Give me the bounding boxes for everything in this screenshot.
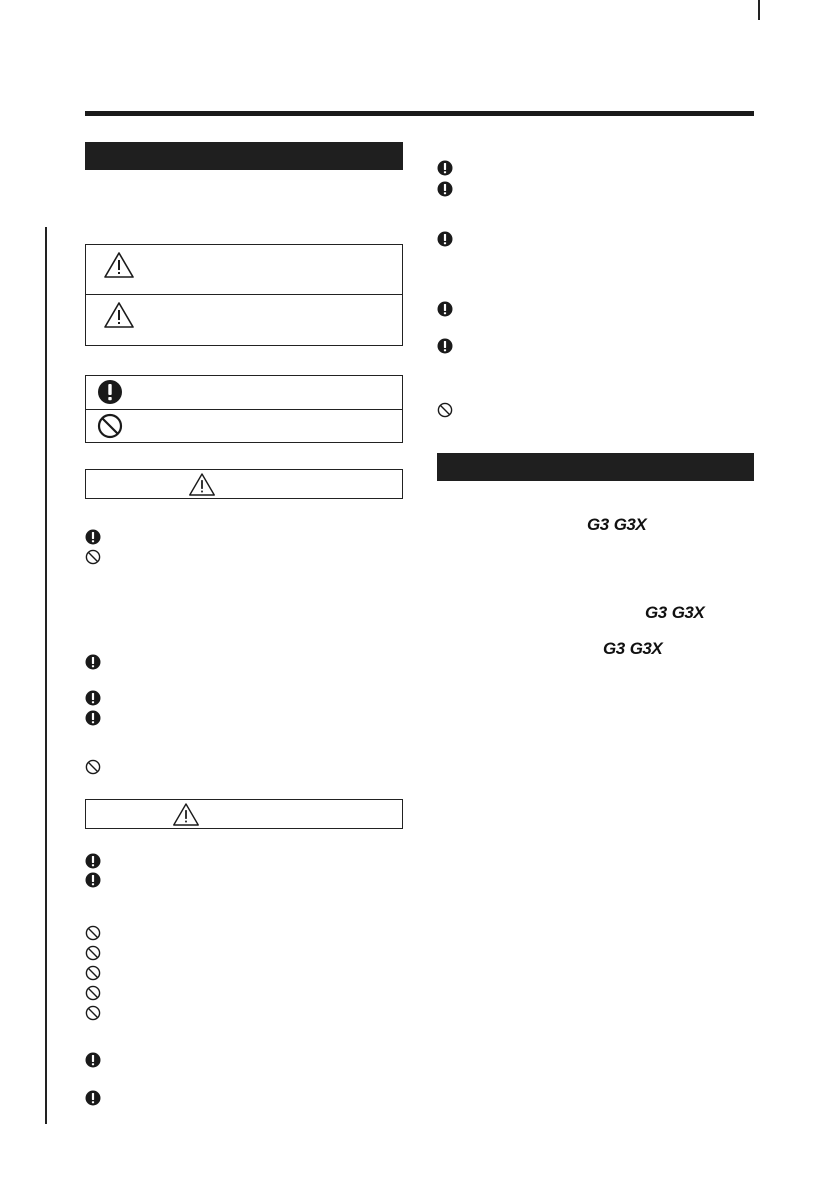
prohibited-bullet xyxy=(85,965,101,981)
prohibition-icon xyxy=(85,925,101,941)
exclamation-circle-icon xyxy=(85,872,101,888)
header-rule xyxy=(85,111,754,116)
prohibited-bullet xyxy=(85,759,101,775)
section-heading-bar-left xyxy=(85,142,403,170)
caution-header-box xyxy=(85,799,403,829)
warning-legend-box xyxy=(85,244,403,346)
crop-mark xyxy=(758,0,760,20)
prohibition-icon xyxy=(85,985,101,1001)
mandatory-legend-icon xyxy=(97,379,123,410)
g3-logo: G3 xyxy=(603,639,625,658)
exclamation-circle-icon xyxy=(437,181,453,197)
warning-triangle-icon xyxy=(103,251,135,279)
prohibited-legend-icon xyxy=(97,413,123,444)
g3x-logo: G3X xyxy=(629,639,663,658)
mandatory-bullet xyxy=(437,338,453,354)
legend-divider xyxy=(86,294,402,295)
prohibited-bullet xyxy=(85,549,101,565)
mandatory-bullet xyxy=(85,1052,101,1068)
prohibition-icon xyxy=(437,402,453,418)
prohibition-icon xyxy=(85,549,101,565)
warning-triangle-icon xyxy=(188,472,216,497)
product-logo xyxy=(603,639,662,659)
g3x-logo: G3X xyxy=(671,603,705,622)
caution-header-icon xyxy=(172,802,200,832)
mandatory-bullet xyxy=(437,301,453,317)
warning-header-box xyxy=(85,469,403,499)
g3-logo: G3 xyxy=(645,603,667,622)
exclamation-circle-icon xyxy=(437,160,453,176)
mandatory-bullet xyxy=(437,231,453,247)
g3x-logo: G3X xyxy=(613,515,647,534)
exclamation-circle-icon xyxy=(85,710,101,726)
prohibition-icon xyxy=(85,965,101,981)
caution-legend-icon xyxy=(103,301,135,334)
prohibition-icon xyxy=(85,945,101,961)
exclamation-circle-icon xyxy=(437,231,453,247)
prohibited-bullet xyxy=(85,925,101,941)
prohibition-icon xyxy=(97,413,123,439)
exclamation-circle-icon xyxy=(437,301,453,317)
mandatory-bullet xyxy=(85,529,101,545)
mandatory-bullet xyxy=(85,1090,101,1106)
mandatory-bullet xyxy=(437,181,453,197)
exclamation-circle-icon xyxy=(85,690,101,706)
mandatory-bullet xyxy=(437,160,453,176)
warning-header-icon xyxy=(188,472,216,502)
symbol-legend-divider xyxy=(86,409,402,410)
prohibited-bullet xyxy=(85,1005,101,1021)
exclamation-circle-icon xyxy=(97,379,123,405)
mandatory-bullet xyxy=(85,654,101,670)
g3-logo: G3 xyxy=(587,515,609,534)
mandatory-bullet xyxy=(85,710,101,726)
product-logo xyxy=(645,603,704,623)
warning-triangle-icon xyxy=(172,802,200,827)
exclamation-circle-icon xyxy=(85,1090,101,1106)
prohibited-bullet xyxy=(85,945,101,961)
section-heading-bar-right xyxy=(437,453,754,481)
exclamation-circle-icon xyxy=(85,654,101,670)
exclamation-circle-icon xyxy=(437,338,453,354)
warning-triangle-icon xyxy=(103,301,135,329)
side-rule xyxy=(45,227,47,1124)
symbol-legend-box xyxy=(85,375,403,443)
prohibited-bullet xyxy=(85,985,101,1001)
exclamation-circle-icon xyxy=(85,1052,101,1068)
exclamation-circle-icon xyxy=(85,853,101,869)
prohibition-icon xyxy=(85,759,101,775)
mandatory-bullet xyxy=(85,872,101,888)
prohibition-icon xyxy=(85,1005,101,1021)
mandatory-bullet xyxy=(85,853,101,869)
prohibited-bullet xyxy=(437,402,453,418)
mandatory-bullet xyxy=(85,690,101,706)
exclamation-circle-icon xyxy=(85,529,101,545)
product-logo xyxy=(587,515,646,535)
warning-legend-icon xyxy=(103,251,135,284)
